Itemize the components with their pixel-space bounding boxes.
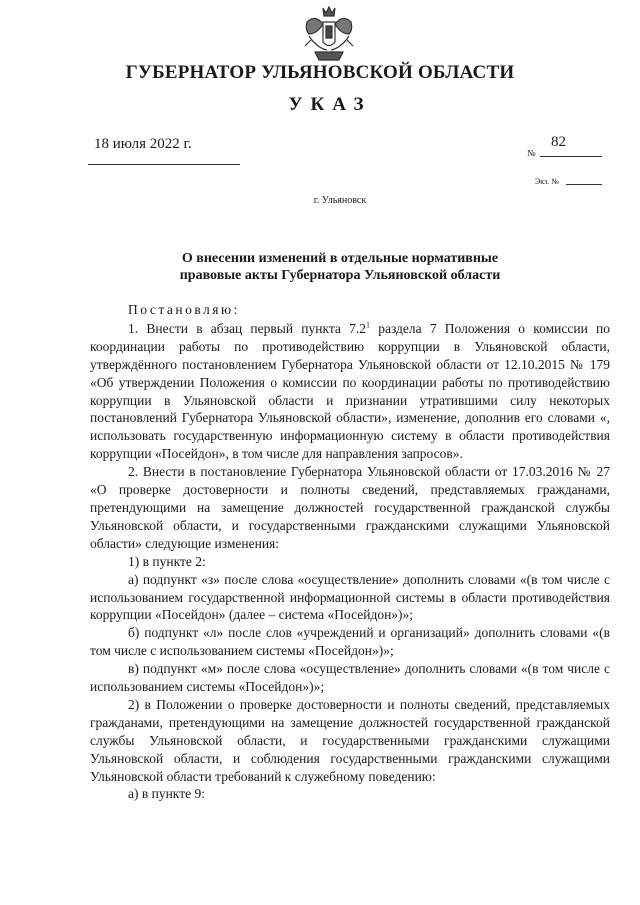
paragraph-1-start: 1. Внести в абзац первый пункта 7.2 [128, 320, 366, 336]
paragraph-5: б) подпункт «л» после слов «учреждений и организаций» дополнить словами «(в том числе с использованием системы «Посейдон»)»; [90, 625, 610, 659]
paragraph-6: в) подпункт «м» после слова «осуществление» дополнить словами «(в том числе с использованием системы «Посейдон»)»; [90, 661, 610, 695]
issuing-authority: ГУБЕРНАТОР УЛЬЯНОВСКОЙ ОБЛАСТИ [125, 62, 515, 83]
document-number: 82 [551, 134, 566, 150]
paragraph-7: 2) в Положении о проверке достоверности и полноты сведений, представляемых гражданами, претендующими на замещение должностей государственной гражданской службы Ульяновской области, и государственными гражданскими служащими Ульяновской области, и соблюдения государственными гражданскими служащими Ульяновской области требований к служебному поведению: [90, 696, 610, 784]
document-title [140, 250, 540, 284]
title-line-1: О внесении изменений в отдельные нормативные [181, 251, 499, 266]
paragraph-2: 2. Внести в постановление Губернатора Ульяновской области от 17.03.2016 № 27 «О проверке достоверности и полноты сведений, представляемых гражданами, претендующими на замещение должностей государственной гражданской службы Ульяновской области, и государственными гражданскими служащими Ульяновской области» следующие изменения: [90, 464, 610, 551]
paragraph-4: а) подпункт «з» после слова «осуществление» дополнить словами «(в том числе с использованием государственной информационной системы в области противодействия коррупции «Посейдон» (далее – система «Посейдон»)»; [90, 571, 610, 623]
intro-word: Постановляю: [128, 302, 240, 317]
paragraph-1-rest: раздела 7 Положения о комиссии по координации работы по противодействию коррупции в Ульяновской области, утверждённого постановлением Губернатора Ульяновской области от 12.10.2015 № 179 «Об утверждении Положения о комиссии по координации работы по противодействию коррупции в Ульяновской области и признании утратившими силу некоторых постановлений Губернатора Ульяновской области», изменение, дополнив его словами «, использовать государственную информационную систему в области противодействия коррупции «Посейдон», в том числе для направления запросов». [90, 320, 610, 462]
copy-number-label: Экз. № [535, 177, 559, 186]
number-label: № [527, 148, 536, 158]
coat-of-arms-icon [301, 4, 357, 64]
copy-number-underline [566, 184, 602, 185]
document-body [90, 301, 610, 803]
title-line-2: правовые акты Губернатора Ульяновской области [179, 268, 501, 283]
paragraph-3: 1) в пункте 2: [128, 553, 206, 569]
paragraph-1-superscript: 1 [366, 320, 370, 330]
document-date: 18 июля 2022 г. [94, 136, 192, 152]
city: г. Ульяновск [313, 195, 367, 206]
number-underline [540, 156, 602, 157]
paragraph-1 [90, 320, 610, 463]
paragraph-8: а) в пункте 9: [128, 786, 205, 802]
document-type: УКАЗ [288, 94, 372, 115]
date-underline [88, 164, 240, 165]
